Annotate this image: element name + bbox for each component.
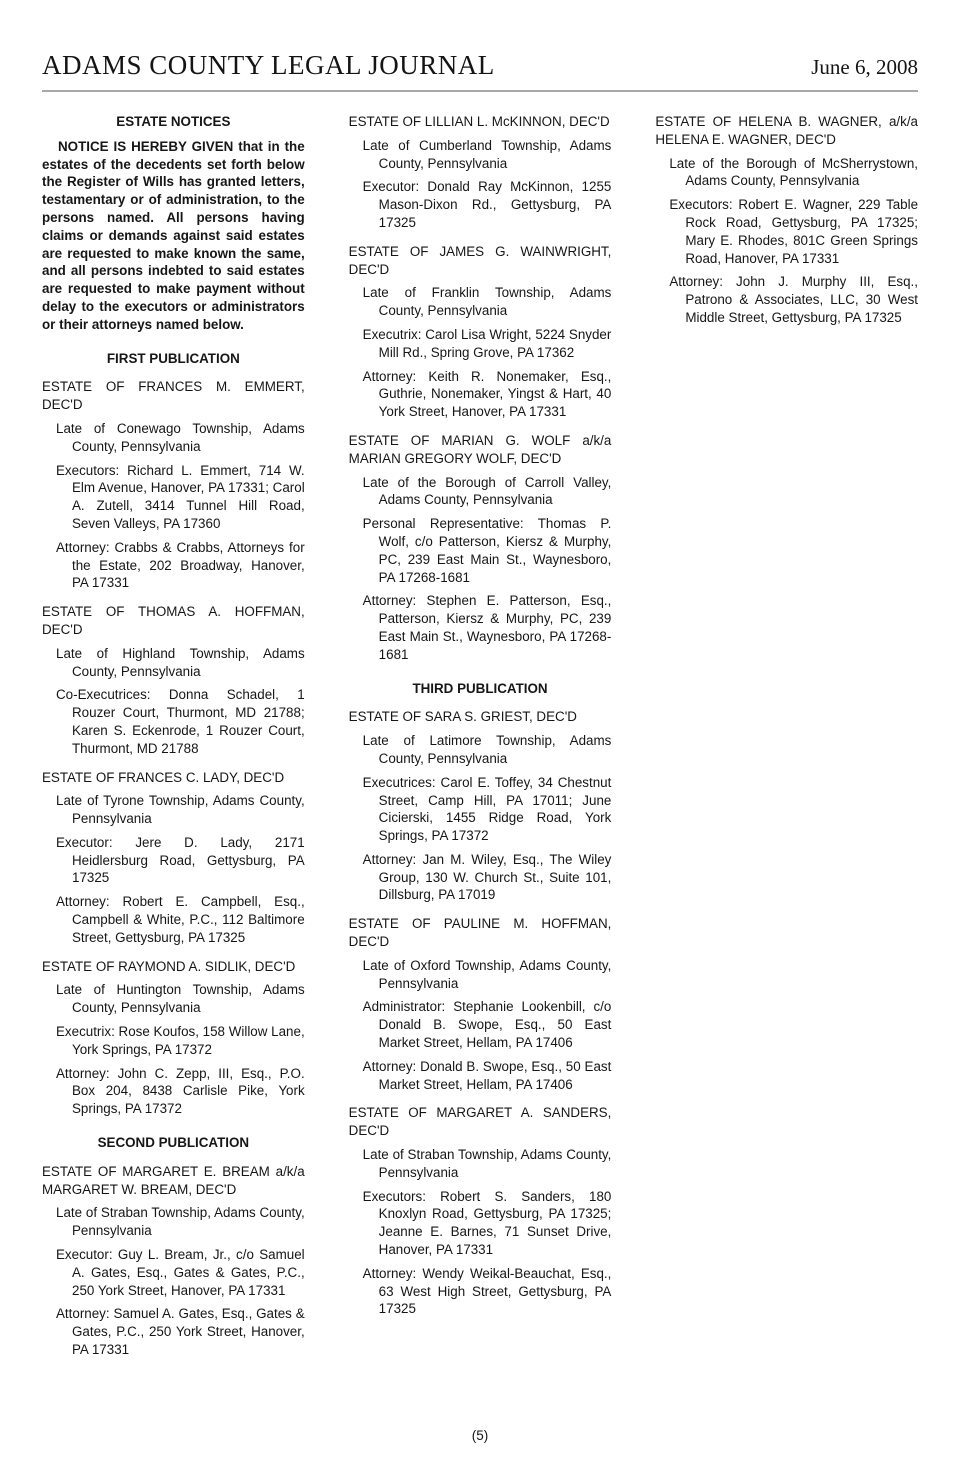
- section-heading: THIRD PUBLICATION: [412, 680, 548, 696]
- estate-detail: Attorney: John J. Murphy III, Esq., Patrono & Associates, LLC, 30 West Middle Street, Gettysburg, PA 17325: [669, 274, 919, 325]
- estate-detail: Attorney: John C. Zepp, III, Esq., P.O. Box 204, 8438 Carlisle Pike, York Springs, PA 17372: [56, 1065, 305, 1117]
- estate-notice: [42, 769, 305, 947]
- estate-notice: [349, 915, 612, 1093]
- estate-notice: [349, 243, 612, 421]
- estate-detail: Late of the Borough of McSherrystown, Adams County, Pennsylvania: [669, 155, 919, 189]
- estate-detail: Late of Tyrone Township, Adams County, Pennsylvania: [56, 793, 305, 827]
- issue-date: June 6, 2008: [811, 55, 918, 79]
- column-3: [655, 113, 918, 1359]
- estate-notice: [42, 958, 305, 1118]
- estate-notice: [42, 1163, 305, 1359]
- estate-detail: Administrator: Stephanie Lookenbill, c/o Donald B. Swope, Esq., 50 East Market Street, Hellam, PA 17406: [362, 999, 612, 1051]
- estate-detail: Executors: Robert E. Wagner, 229 Table Rock Road, Gettysburg, PA 17325; Mary E. Rhodes, 801C Green Springs Road, Hanover, PA 17331: [669, 197, 919, 266]
- estate-title: ESTATE OF MARGARET A. SANDERS, DEC'D: [348, 1105, 612, 1139]
- estate-title: ESTATE OF THOMAS A. HOFFMAN, DEC'D: [42, 604, 305, 637]
- estate-detail: Late of Huntington Township, Adams County, Pennsylvania: [56, 982, 305, 1016]
- estate-detail: Attorney: Jan M. Wiley, Esq., The Wiley Group, 130 W. Church St., Suite 101, Dillsburg, PA 17019: [362, 851, 612, 903]
- estate-detail: Late of Straban Township, Adams County, Pennsylvania: [362, 1147, 612, 1180]
- estate-detail: Personal Representative: Thomas P. Wolf, c/o Patterson, Kiersz & Murphy, PC, 239 East Main St., Waynesboro, PA 17268-1681: [362, 516, 612, 585]
- estate-title: ESTATE OF MARGARET E. BREAM a/k/a MARGARET W. BREAM, DEC'D: [42, 1163, 305, 1197]
- section-heading: FIRST PUBLICATION: [106, 350, 240, 366]
- estate-notice: [349, 113, 612, 232]
- estate-detail: Executrix: Rose Koufos, 158 Willow Lane, York Springs, PA 17372: [56, 1024, 305, 1057]
- page-number: (5): [471, 1428, 489, 1443]
- estate-notice: [42, 378, 305, 592]
- estate-detail: Attorney: Wendy Weikal-Beauchat, Esq., 63 West High Street, Gettysburg, PA 17325: [362, 1265, 612, 1317]
- estate-title: ESTATE OF FRANCES C. LADY, DEC'D: [42, 769, 285, 785]
- estate-detail: Late of Franklin Township, Adams County, Pennsylvania: [362, 285, 612, 319]
- column-1: [42, 113, 305, 1359]
- estate-notice: [349, 1104, 612, 1318]
- estate-detail: Executrices: Carol E. Toffey, 34 Chestnut Street, Camp Hill, PA 17011; June Cicierski, 1455 Ridge Road, York Springs, PA 17372: [362, 774, 612, 844]
- estate-title: ESTATE OF PAULINE M. HOFFMAN, DEC'D: [348, 916, 612, 950]
- estate-title: ESTATE OF SARA S. GRIEST, DEC'D: [348, 709, 577, 725]
- section-heading: SECOND PUBLICATION: [97, 1135, 250, 1151]
- estate-title: ESTATE OF HELENA B. WAGNER, a/k/a HELENA E. WAGNER, DEC'D: [655, 114, 919, 147]
- journal-title: ADAMS COUNTY LEGAL JOURNAL: [42, 50, 495, 80]
- estate-title: ESTATE OF FRANCES M. EMMERT, DEC'D: [42, 379, 305, 413]
- estate-detail: Executors: Robert S. Sanders, 180 Knoxlyn Road, Gettysburg, PA 17325; Jeanne E. Barnes, 71 Sunset Drive, Hanover, PA 17331: [362, 1188, 612, 1258]
- estate-detail: Executor: Jere D. Lady, 2171 Heidlersburg Road, Gettysburg, PA 17325: [56, 834, 305, 886]
- estate-detail: Attorney: Robert E. Campbell, Esq., Campbell & White, P.C., 112 Baltimore Street, Gettysburg, PA 17325: [56, 894, 305, 945]
- estate-detail: Late of Conewago Township, Adams County, Pennsylvania: [56, 420, 305, 454]
- estate-detail: Late of the Borough of Carroll Valley, Adams County, Pennsylvania: [362, 474, 612, 508]
- masthead: [0, 0, 960, 81]
- estate-notice: [349, 432, 612, 664]
- estate-detail: Executor: Guy L. Bream, Jr., c/o Samuel A. Gates, Esq., Gates & Gates, P.C., 250 York Street, Hanover, PA 17331: [56, 1247, 305, 1298]
- estate-detail: Late of Latimore Township, Adams County, Pennsylvania: [362, 733, 612, 766]
- page-footer: [0, 1428, 960, 1443]
- estate-title: ESTATE OF LILLIAN L. McKINNON, DEC'D: [348, 114, 610, 129]
- estate-detail: Executrix: Carol Lisa Wright, 5224 Snyder Mill Rd., Spring Grove, PA 17362: [362, 326, 612, 360]
- estate-detail: Executors: Richard L. Emmert, 714 W. Elm Avenue, Hanover, PA 17331; Carol A. Zutell, 3414 Tunnel Hill Road, Seven Valleys, PA 17360: [56, 462, 305, 531]
- estate-detail: Attorney: Samuel A. Gates, Esq., Gates & Gates, P.C., 250 York Street, Hanover, PA 17331: [56, 1306, 305, 1358]
- estate-detail: Co-Executrices: Donna Schadel, 1 Rouzer Court, Thurmont, MD 21788; Karen S. Eckenrode, 1 Rouzer Court, Thurmont, MD 21788: [56, 687, 305, 756]
- estate-detail: Late of Oxford Township, Adams County, Pennsylvania: [362, 957, 612, 991]
- estate-notice: [42, 603, 305, 757]
- notice-intro: NOTICE IS HEREBY GIVEN that in the estates of the decedents set forth below the Register of Wills has granted letters, testamentary or of administration, to the persons named. All persons having claims or demands against said estates are requested to make known the same, and all persons indebted to said estates are requested to make payment without delay to the executors or administrators or their attorneys named below.: [42, 138, 305, 332]
- estate-title: ESTATE OF JAMES G. WAINWRIGHT, DEC'D: [348, 243, 612, 277]
- estate-detail: Executor: Donald Ray McKinnon, 1255 Mason-Dixon Rd., Gettysburg, PA 17325: [362, 179, 612, 230]
- estate-detail: Late of Cumberland Township, Adams County, Pennsylvania: [362, 137, 612, 171]
- column-2: [349, 113, 612, 1359]
- estate-detail: Attorney: Crabbs & Crabbs, Attorneys for the Estate, 202 Broadway, Hanover, PA 17331: [56, 539, 305, 591]
- estate-title: ESTATE OF MARIAN G. WOLF a/k/a MARIAN GREGORY WOLF, DEC'D: [348, 432, 612, 466]
- estate-title: ESTATE OF RAYMOND A. SIDLIK, DEC'D: [42, 958, 296, 974]
- estate-detail: Attorney: Donald B. Swope, Esq., 50 East Market Street, Hellam, PA 17406: [362, 1058, 612, 1092]
- columns: [0, 92, 960, 1359]
- section-heading: ESTATE NOTICES: [116, 114, 231, 129]
- estate-detail: Late of Straban Township, Adams County, Pennsylvania: [56, 1205, 305, 1239]
- estate-detail: Attorney: Keith R. Nonemaker, Esq., Guthrie, Nonemaker, Yingst & Hart, 40 York Street, Hanover, PA 17331: [362, 368, 612, 420]
- estate-notice: [349, 708, 612, 904]
- estate-detail: Attorney: Stephen E. Patterson, Esq., Patterson, Kiersz & Murphy, PC, 239 East Main St., Waynesboro, PA 17268-1681: [362, 593, 612, 662]
- estate-notice: [655, 113, 918, 327]
- estate-detail: Late of Highland Township, Adams County, Pennsylvania: [56, 645, 305, 679]
